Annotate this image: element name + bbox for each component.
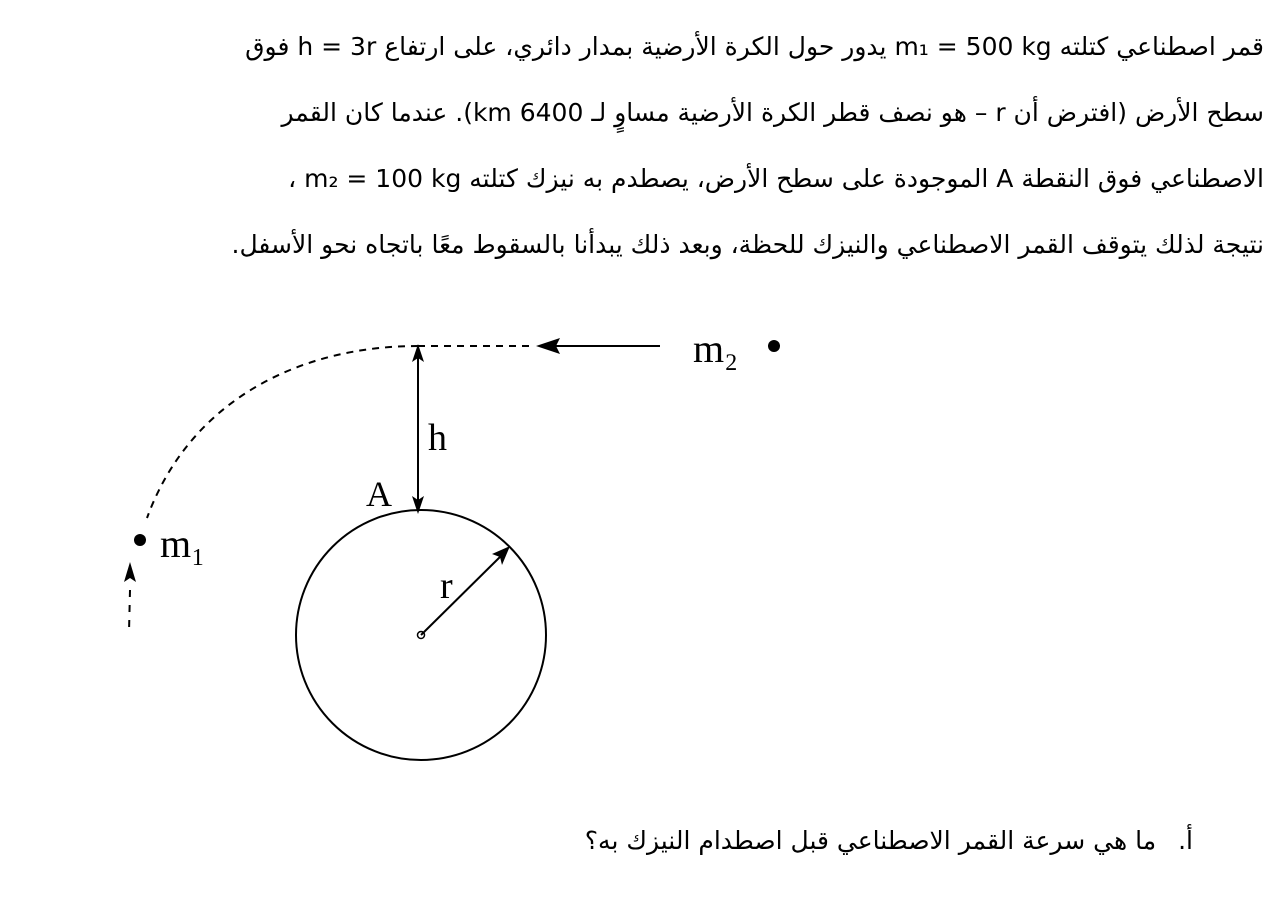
radius-arrow xyxy=(421,552,505,635)
satellite-motion-arrow-head xyxy=(124,562,136,582)
satellite-motion-dash xyxy=(129,590,130,632)
meteor-m2-label: m₂ xyxy=(693,326,739,371)
question-text: ما هي سرعة القمر الاصطناعي قبل اصطدام النيزك به؟ xyxy=(584,826,1157,855)
question-a xyxy=(585,826,1193,855)
point-a-label: A xyxy=(366,474,392,514)
orbit-diagram xyxy=(0,300,900,780)
problem-line-3: الاصطناعي فوق النقطة A الموجودة على سطح الأرض، يصطدم به نيزك كتلته m₂ = 100 kg ، xyxy=(288,164,1264,193)
problem-line-1: قمر اصطناعي كتلته m₁ = 500 kg يدور حول الكرة الأرضية بمدار دائري، على ارتفاع h = 3r فوق xyxy=(245,32,1264,61)
meteor-m2-dot xyxy=(768,340,780,352)
satellite-m1-dot xyxy=(134,534,146,546)
problem-line-4: نتيجة لذلك يتوقف القمر الاصطناعي والنيزك للحظة، وبعد ذلك يبدأنا بالسقوط معًا باتجاه نحو الأسفل. xyxy=(231,230,1264,259)
height-label: h xyxy=(428,417,447,459)
question-marker: أ. xyxy=(1178,826,1193,855)
problem-statement xyxy=(8,14,1264,278)
orbit-figure xyxy=(0,300,900,780)
satellite-m1-label: m₁ xyxy=(160,521,206,566)
radius-label: r xyxy=(440,565,453,607)
problem-line-2: سطح الأرض (افترض أن r – هو نصف قطر الكرة الأرضية مساوٍ لـ 6400 km). عندما كان القمر xyxy=(281,98,1264,127)
